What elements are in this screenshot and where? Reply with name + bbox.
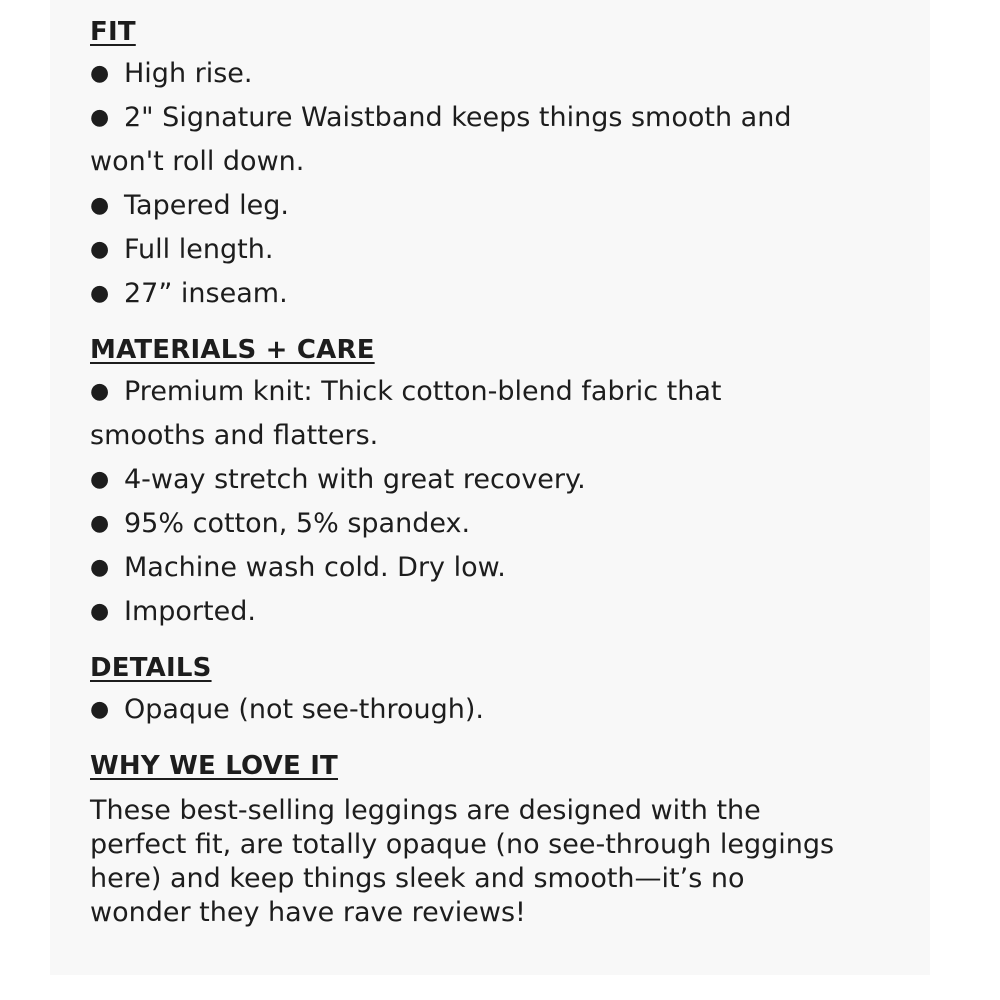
section-materials-care <box>90 330 950 634</box>
bullet-icon: ● <box>90 193 110 218</box>
bullet-icon: ● <box>90 467 110 492</box>
list-item: ● Opaque (not see-through). <box>90 688 950 732</box>
list-item: ● Imported. <box>90 590 950 634</box>
section-heading-details: DETAILS <box>90 653 212 683</box>
materials-list <box>90 370 950 634</box>
bullet-icon: ● <box>90 511 110 536</box>
bullet-icon: ● <box>90 379 110 404</box>
section-heading-materials-care: MATERIALS + CARE <box>90 335 375 365</box>
bullet-icon: ● <box>90 61 110 86</box>
list-item: ● Machine wash cold. Dry low. <box>90 546 950 590</box>
bullet-icon: ● <box>90 281 110 306</box>
section-fit <box>90 12 950 316</box>
section-details <box>90 648 950 732</box>
list-item: ● 4-way stretch with great recovery. <box>90 458 950 502</box>
bullet-icon: ● <box>90 599 110 624</box>
fit-list <box>90 52 950 316</box>
product-details <box>90 12 950 930</box>
list-item: ● 27” inseam. <box>90 272 950 316</box>
bullet-icon: ● <box>90 105 110 130</box>
list-item-continuation: smooths and flatters. <box>90 420 379 451</box>
list-item: ● Tapered leg. <box>90 184 950 228</box>
list-item: ● High rise. <box>90 52 950 96</box>
bullet-icon: ● <box>90 697 110 722</box>
list-item: ● Premium knit: Thick cotton-blend fabric that <box>90 370 950 414</box>
bullet-icon: ● <box>90 237 110 262</box>
list-item: ● 2" Signature Waistband keeps things smooth and <box>90 96 950 140</box>
list-item: ● 95% cotton, 5% spandex. <box>90 502 950 546</box>
section-heading-why-we-love-it: WHY WE LOVE IT <box>90 751 338 781</box>
details-list <box>90 688 950 732</box>
list-item-continuation: won't roll down. <box>90 146 305 177</box>
section-heading-fit: FIT <box>90 17 136 47</box>
list-item: ● Full length. <box>90 228 950 272</box>
why-we-love-it-paragraph: These best-selling leggings are designed with the perfect fit, are totally opaque (no see-through leggings here) and keep things sleek and smooth—it’s no wonder they have rave reviews! <box>90 795 835 928</box>
section-why-we-love-it <box>90 746 950 930</box>
bullet-icon: ● <box>90 555 110 580</box>
